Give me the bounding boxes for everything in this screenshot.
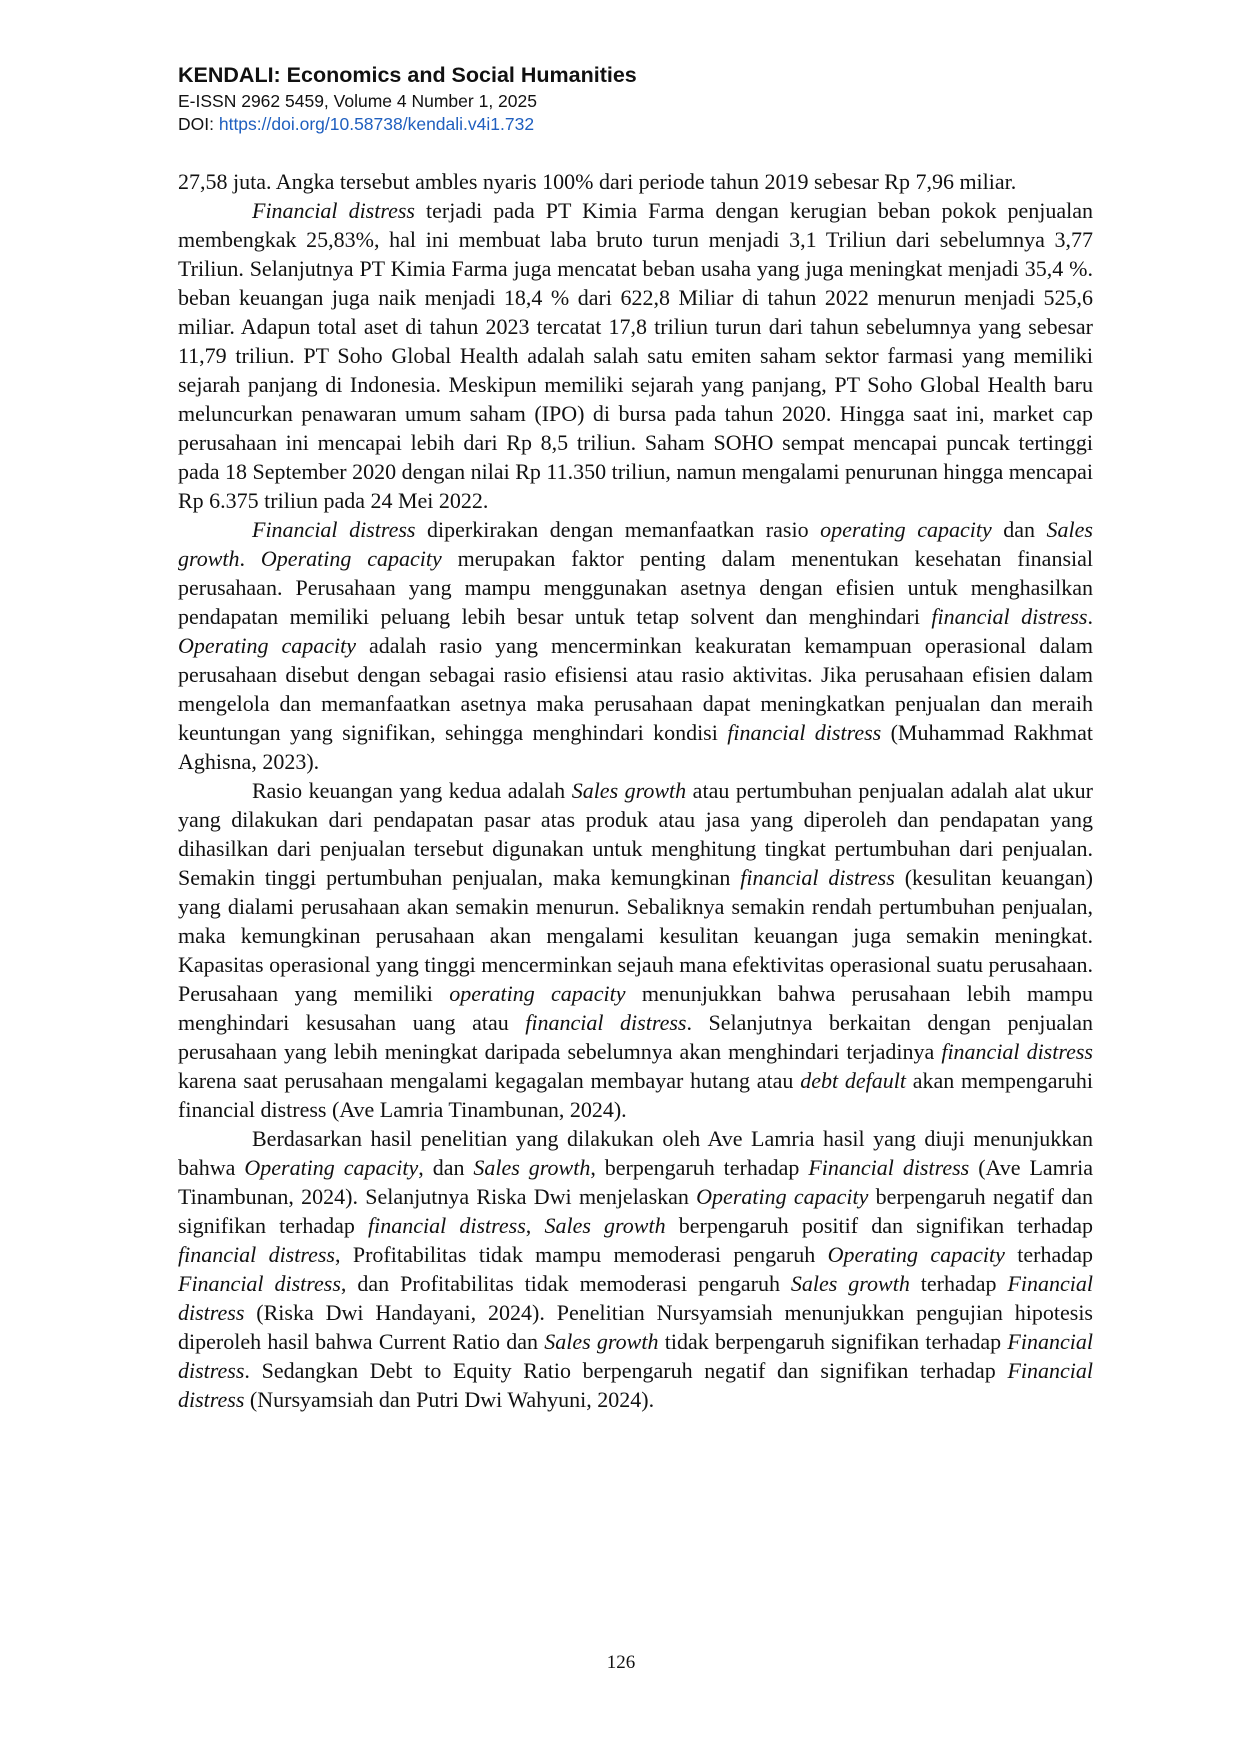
text-run: . Selanjutnya berkaitan dengan penjualan perusahaan yang lebih meningkat daripada sebelumnya akan menghindari terjadinya [178,1010,1094,1064]
text-run: , berpengaruh terhadap [590,1155,809,1180]
doi-line [178,113,1078,136]
italic-term: financial distress [178,1242,335,1267]
text-run: (Ave Lamria Tinambunan, 2024). Selanjutnya Riska Dwi menjelaskan [178,1155,1093,1209]
italic-term: Operating capacity [827,1242,1005,1267]
text-run: . Sedangkan Debt to Equity Ratio berpengaruh negatif dan signifikan terhadap [244,1358,1008,1383]
text-run: (Riska Dwi Handayani, 2024). Penelitian Nursyamsiah menunjukkan pengujian hipotesis diperoleh hasil bahwa Current Ratio dan [178,1300,1093,1354]
text-run: atau pertumbuhan penjualan adalah alat ukur yang dilakukan dari pendapatan pasar atas produk atau jasa yang diperoleh dan pendapatan yang dihasilkan dari penjualan tersebut digunakan untuk menghitung tingkat pertumbuhan dari penjualan. Semakin tinggi pertumbuhan penjualan, maka kemungkinan [178,778,1093,890]
text-run: merupakan faktor penting dalam menentukan kesehatan finansial perusahaan. Perusahaan yang mampu menggunakan asetnya dengan efisien untuk menghasilkan pendapatan memiliki peluang lebih besar untuk tetap solvent dan menghindari [178,546,1094,629]
italic-term: Financial distress [178,1329,1093,1383]
italic-term: financial distress [368,1213,526,1238]
text-run: berpengaruh negatif dan signifikan terhadap [178,1184,1093,1238]
text-run: Berdasarkan hasil penelitian yang dilakukan oleh Ave Lamria hasil yang diuji menunjukkan bahwa [178,1126,1093,1180]
text-run: Rasio keuangan yang kedua adalah [252,778,572,803]
doi-prefix: DOI: [178,114,219,134]
text-run: adalah rasio yang mencerminkan keakuratan kemampuan operasional dalam perusahaan disebut dengan sebagai rasio efisiensi atau rasio aktivitas. Jika perusahaan efisien dalam mengelola dan memanfaatkan asetnya maka perusahaan dapat meningkatkan penjualan dan meraih keuntungan yang signifikan, sehingga menghindari kondisi [178,633,1093,745]
italic-term: financial distress [941,1039,1093,1064]
text-run: (kesulitan keuangan) yang dialami perusahaan akan semakin menurun. Sebaliknya semakin rendah pertumbuhan penjualan, maka kemungkinan perusahaan akan mengalami kesulitan keuangan juga semakin meningkat. Kapasitas operasional yang tinggi mencerminkan sejauh mana efektivitas operasional suatu perusahaan. Perusahaan yang memiliki [178,865,1093,1006]
italic-term: Operating capacity [260,546,442,571]
italic-term: Sales growth [473,1155,591,1180]
italic-term: Financial distress [178,1271,1094,1325]
italic-term: operating capacity [820,517,992,542]
article-body [178,167,1093,1414]
italic-term: Sales growth [790,1271,910,1296]
text-run: akan mempengaruhi financial distress (Ave Lamria Tinambunan, 2024). [178,1068,1093,1122]
text-run: , dan Profitabilitas tidak memoderasi pengaruh [340,1271,791,1296]
text-run: karena saat perusahaan mengalami kegagalan membayar hutang atau [178,1068,801,1093]
text-run: . [1087,604,1093,629]
text-run: diperkirakan dengan memanfaatkan rasio [415,517,821,542]
text-run: berpengaruh positif dan signifikan terhadap [665,1213,1093,1238]
journal-title: KENDALI: Economics and Social Humanities [178,63,637,87]
journal-header [178,60,1078,136]
paragraph-4 [178,776,1093,1124]
text-run: . [239,546,261,571]
italic-term: Financial distress [252,198,415,223]
italic-term: Sales growth [544,1213,666,1238]
italic-term: operating capacity [449,981,626,1006]
italic-term: financial distress [931,604,1088,629]
italic-term: financial distress [525,1010,687,1035]
italic-term: Financial distress [178,1358,1093,1412]
italic-term: Operating capacity [696,1184,869,1209]
italic-term: Sales growth [178,517,1093,571]
italic-term: Financial distress [252,517,416,542]
paragraph-3 [178,515,1093,776]
text-run: (Muhammad Rakhmat Aghisna, 2023). [178,720,1093,774]
italic-term: financial distress [727,720,882,745]
italic-term: debt default [800,1068,906,1093]
italic-term: financial distress [740,865,895,890]
italic-term: Sales growth [571,778,687,803]
text-run: (Nursyamsiah dan Putri Dwi Wahyuni, 2024). [244,1387,655,1412]
paragraph-1 [178,167,1093,196]
text-run: terhadap [1004,1242,1093,1267]
text-run: terhadap [909,1271,1008,1296]
italic-term: Financial distress [178,1271,341,1296]
italic-term: Operating capacity [244,1155,419,1180]
paragraph-2 [178,196,1093,515]
text-run: tidak berpengaruh signifikan terhadap [658,1329,1008,1354]
text-run: terjadi pada PT Kimia Farma dengan kerugian beban pokok penjualan membengkak 25,83%, hal ini membuat laba bruto turun menjadi 3,1 Triliun dari sebelumnya 3,77 Triliun. Selanjutnya PT Kimia Farma juga mencatat beban usaha yang juga meningkat menjadi 35,4 %. beban keuangan juga naik menjadi 18,4 % dari 622,8 Miliar di tahun 2022 menurun menjadi 525,6 miliar. Adapun total aset di tahun 2023 tercatat 17,8 triliun turun dari tahun sebelumnya yang sebesar 11,79 triliun. PT Soho Global Health adalah salah satu emiten saham sektor farmasi yang memiliki sejarah panjang di Indonesia. Meskipun memiliki sejarah yang panjang, PT Soho Global Health baru meluncurkan penawaran umum saham (IPO) di bursa pada tahun 2020. Hingga saat ini, market cap perusahaan ini mencapai lebih dari Rp 8,5 triliun. Saham SOHO sempat mencapai puncak tertinggi pada 18 September 2020 dengan nilai Rp 11.350 triliun, namun mengalami penurunan hingga mencapai Rp 6.375 triliun pada 24 Mei 2022. [178,198,1094,513]
text-run: menunjukkan bahwa perusahaan lebih mampu menghindari kesusahan uang atau [178,981,1093,1035]
text-run: , [525,1213,545,1238]
text-run: , Profitabilitas tidak mampu memoderasi pengaruh [334,1242,828,1267]
issn-line: E-ISSN 2962 5459, Volume 4 Number 1, 2025 [178,91,537,111]
paragraph-5 [178,1124,1093,1414]
page-number: 126 [606,1652,636,1673]
doi-link[interactable]: https://doi.org/10.58738/kendali.v4i1.732 [218,114,535,134]
text-run: 27,58 juta. Angka tersebut ambles nyaris 100% dari periode tahun 2019 sebesar Rp 7,96 miliar. [178,169,1017,194]
text-run: , dan [418,1155,474,1180]
italic-term: Operating capacity [178,633,356,658]
italic-term: Financial distress [808,1155,970,1180]
text-run: dan [991,517,1047,542]
italic-term: Sales growth [544,1329,659,1354]
